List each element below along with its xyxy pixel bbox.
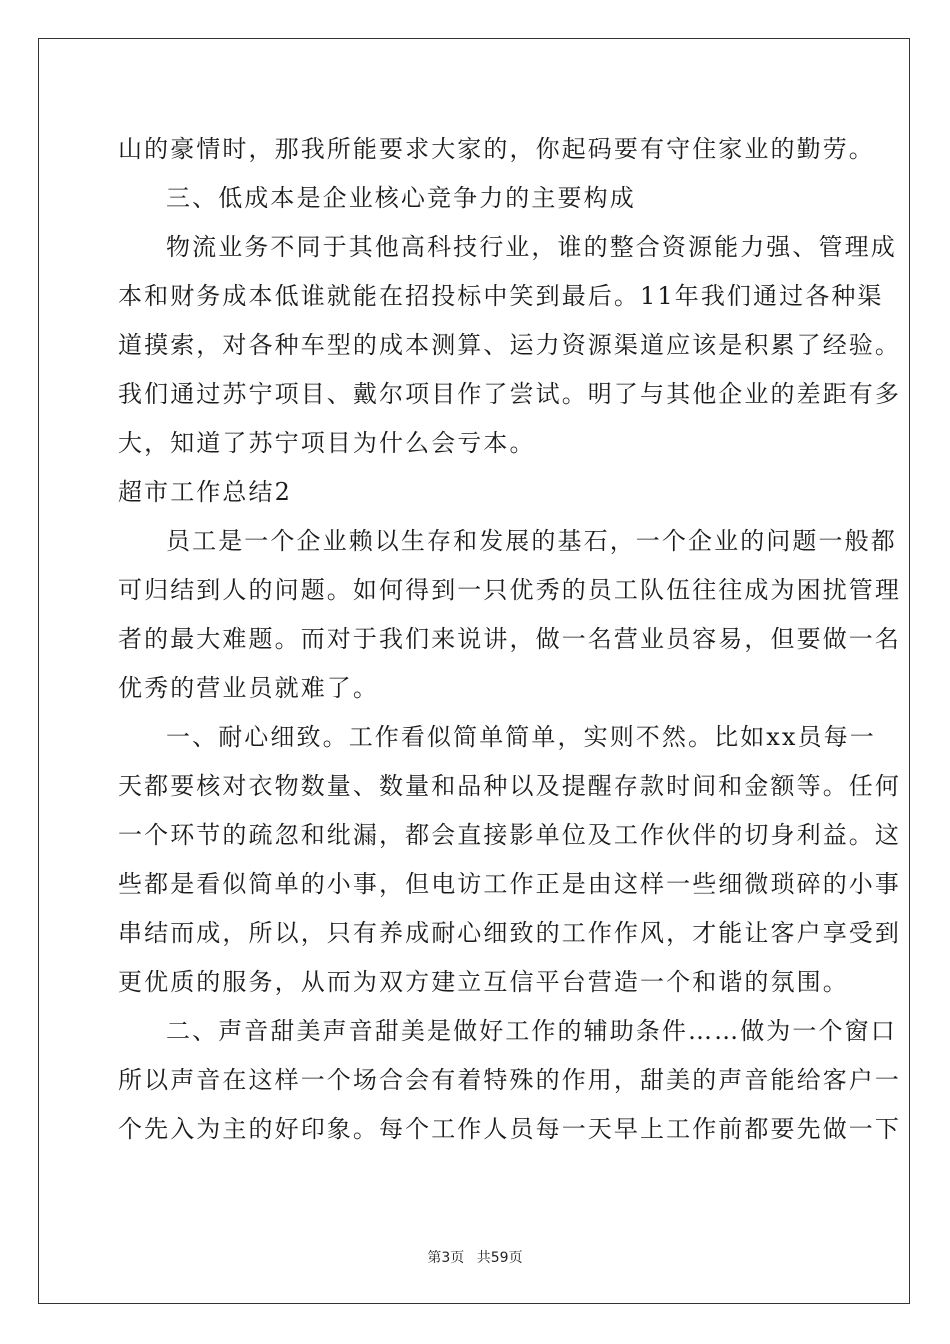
text-line: 大，知道了苏宁项目为什么会亏本。 <box>118 429 536 457</box>
text-line: 我们通过苏宁项目、戴尔项目作了尝试。明了与其他企业的差距有多 <box>118 380 901 408</box>
text-line: 天都要核对衣物数量、数量和品种以及提醒存款时间和金额等。任何 <box>118 772 901 800</box>
text-line: 可归结到人的问题。如何得到一只优秀的员工队伍往往成为困扰管理 <box>118 576 901 604</box>
text-line: 些都是看似简单的小事，但电访工作正是由这样一些细微琐碎的小事 <box>118 870 901 898</box>
text-line: 物流业务不同于其他高科技行业，谁的整合资源能力强、管理成 <box>166 233 897 261</box>
text-line: 道摸索，对各种车型的成本测算、运力资源渠道应该是积累了经验。 <box>118 331 901 359</box>
document-body <box>118 125 901 1154</box>
text-line: 更优质的服务，从而为双方建立互信平台营造一个和谐的氛围。 <box>118 968 849 996</box>
section-heading: 三、低成本是企业核心竞争力的主要构成 <box>166 184 636 212</box>
text-line: 所以声音在这样一个场合会有着特殊的作用，甜美的声音能给客户一 <box>118 1066 901 1094</box>
text-line: 串结而成，所以，只有养成耐心细致的工作作风，才能让客户享受到 <box>118 919 901 947</box>
text-line: 者的最大难题。而对于我们来说讲，做一名营业员容易，但要做一名 <box>118 625 901 653</box>
text-line: 山的豪情时，那我所能要求大家的，你起码要有守住家业的勤劳。 <box>118 135 875 163</box>
text-line: 个先入为主的好印象。每个工作人员每一天早上工作前都要先做一下 <box>118 1115 901 1143</box>
text-line: 优秀的营业员就难了。 <box>118 674 379 702</box>
text-line: 一、耐心细致。工作看似简单简单，实则不然。比如xx员每一 <box>166 723 876 751</box>
text-line: 本和财务成本低谁就能在招投标中笑到最后。11年我们通过各种渠 <box>118 282 884 310</box>
text-line: 一个环节的疏忽和纰漏，都会直接影单位及工作伙伴的切身利益。这 <box>118 821 901 849</box>
page-footer <box>0 1247 950 1267</box>
text-line: 员工是一个企业赖以生存和发展的基石，一个企业的问题一般都 <box>166 527 897 555</box>
page-number: 第3页 <box>427 1250 465 1266</box>
text-line: 二、声音甜美声音甜美是做好工作的辅助条件……做为一个窗口 <box>166 1017 897 1045</box>
page-total: 共59页 <box>476 1250 523 1266</box>
document-title: 超市工作总结2 <box>118 478 292 506</box>
